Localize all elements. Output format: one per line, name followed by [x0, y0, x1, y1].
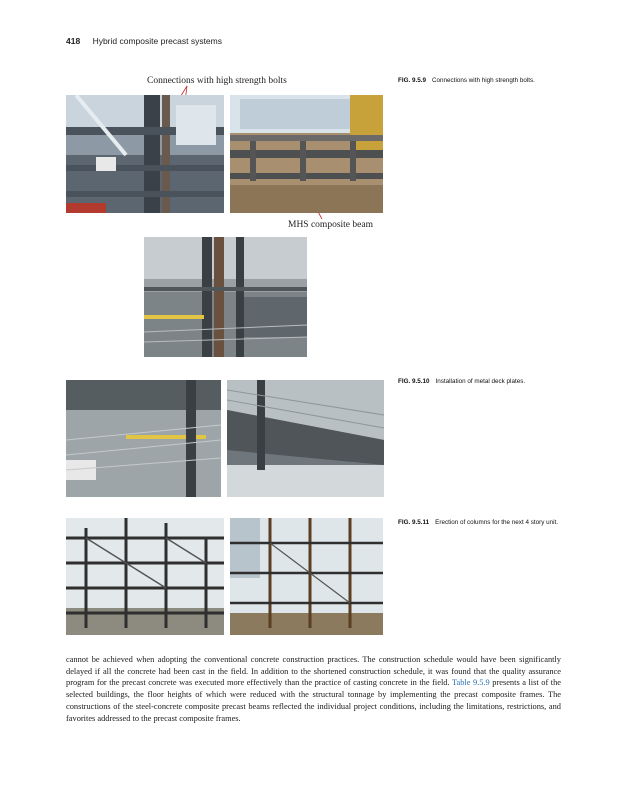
- body-paragraph: [66, 654, 561, 724]
- photo-bolt-connections: [66, 95, 224, 213]
- photo-deck-plates-installation: [144, 237, 307, 357]
- photo-column-erection-1: [66, 518, 224, 635]
- photo-mhs-beam: [230, 95, 383, 213]
- table-reference-link[interactable]: Table 9.5.9: [451, 678, 490, 688]
- figure-label: FIG. 9.5.10: [398, 378, 430, 385]
- running-header: [66, 36, 222, 46]
- figure-caption-9-5-10: [398, 377, 568, 386]
- photo-deck-underside: [227, 380, 384, 497]
- body-text-part1: cannot be achieved when adopting the conventional concrete construction practices. The construction schedule would have been significantly delayed if all the concrete had been cast in the field. In addition to the shortened construction schedule, it was found that the quality assurance program for the precast concrete was executed more effectively than the practice of casting concrete in the field.: [66, 655, 561, 688]
- page-number: 418: [66, 36, 81, 46]
- figure-caption-text: Installation of metal deck plates.: [435, 378, 526, 385]
- running-title: Hybrid composite precast systems: [92, 36, 222, 46]
- annotation-mhs-beam: MHS composite beam: [288, 220, 373, 230]
- figure-label: FIG. 9.5.11: [398, 519, 430, 526]
- figure-caption-9-5-11: [398, 518, 566, 527]
- photo-column-erection-2: [230, 518, 383, 635]
- figure-label: FIG. 9.5.9: [398, 77, 426, 84]
- annotation-bolts: Connections with high strength bolts: [147, 76, 287, 86]
- photo-deck-rebar: [66, 380, 221, 497]
- body-text-part2: presents a list of the selected buildings, the floor heights of which were reduced with the structural tonnage by implementing the precast composite frames. The constructions of the steel-concrete composite precast beams reflected the individual project conditions, including the limitations, restrictions, and favorites addressed to the precast composite frames.: [66, 678, 562, 723]
- figure-caption-9-5-9: [398, 76, 568, 85]
- figure-caption-text: Erection of columns for the next 4 story unit.: [435, 519, 559, 526]
- figure-caption-text: Connections with high strength bolts.: [432, 77, 535, 84]
